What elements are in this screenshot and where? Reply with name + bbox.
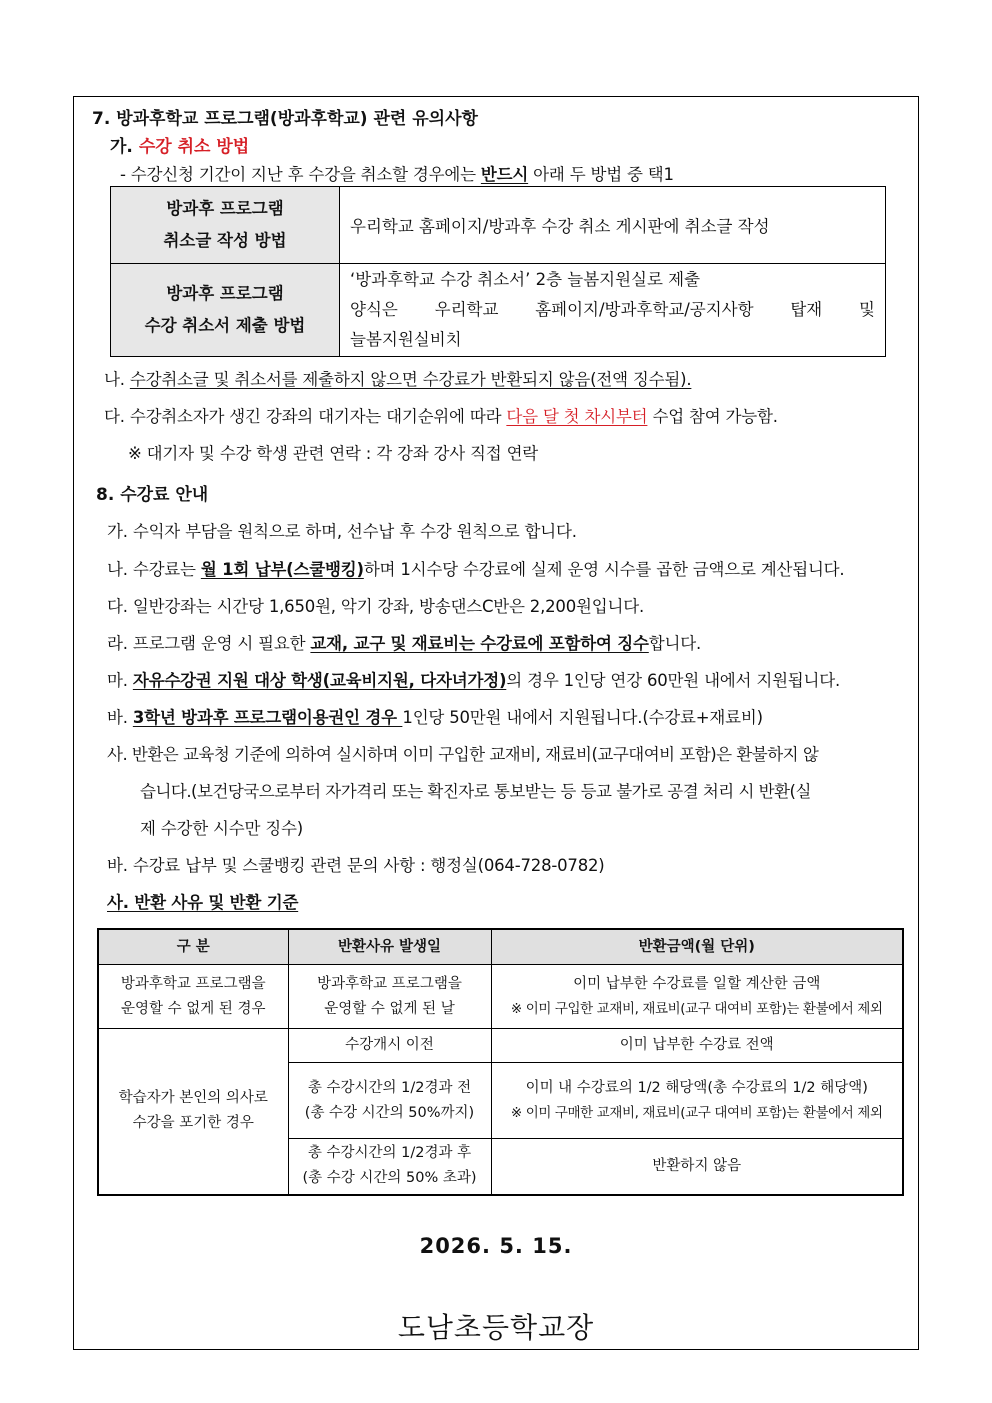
cancel-label-line: 방과후 프로그램 xyxy=(166,284,284,303)
cancel-table-value xyxy=(340,264,886,357)
cancel-value-line: 늘봄지원실비치 xyxy=(350,330,462,349)
cancel-value-line: 양식은 우리학교 홈페이지/방과후학교/공지사항 탑재 및 xyxy=(350,300,875,319)
refund-cell: 이미 납부한 수강료 전액 xyxy=(491,1029,903,1063)
fee-line: 바. 수강료 납부 및 스쿨뱅킹 관련 문의 사항 : 행정실(064-728-0782) xyxy=(107,856,605,875)
na-prefix: 나. xyxy=(104,370,130,389)
refund-cell xyxy=(288,965,491,1029)
refund-cell-line: (총 수강 시간의 50%까지) xyxy=(304,1104,475,1121)
refund-table xyxy=(97,928,904,1196)
fee-line: 습니다.(보건당국으로부터 자가격리 또는 확진자로 통보받는 등 등교 불가로 공결 처리 시 반환(실 xyxy=(140,782,811,801)
cancel-table-row xyxy=(111,264,886,357)
fee-line-a: 마. xyxy=(107,671,133,690)
refund-cell-line: (총 수강 시간의 50% 초과) xyxy=(302,1170,477,1187)
fee-line-a: 라. 프로그램 운영 시 필요한 xyxy=(107,634,311,653)
refund-cell-line: 이미 내 수강료의 1/2 해당액(총 수강료의 1/2 해당액) xyxy=(525,1079,868,1096)
refund-cell-line: 학습자가 본인의 의사로 xyxy=(118,1090,268,1107)
section-7-ga-line xyxy=(120,161,674,185)
fee-line-emphasis: 월 1회 납부(스쿨뱅킹) xyxy=(200,560,364,579)
refund-header-row xyxy=(98,929,903,965)
refund-cell-line: 이미 납부한 수강료를 일할 계산한 금액 xyxy=(573,975,821,992)
ga-line-text-b: 아래 두 방법 중 택1 xyxy=(528,165,674,184)
refund-cell xyxy=(288,1139,491,1195)
cancel-label-line: 취소글 작성 방법 xyxy=(163,231,287,250)
fee-line xyxy=(107,556,844,580)
fee-line-a: 바. xyxy=(107,708,133,727)
refund-cell-line: 방과후학교 프로그램을 xyxy=(317,975,462,992)
fee-line xyxy=(107,704,763,728)
document-date: 2026. 5. 15. xyxy=(419,1234,573,1258)
refund-criteria-title: 사. 반환 사유 및 반환 기준 xyxy=(107,893,299,912)
refund-row xyxy=(98,1029,903,1063)
fee-line-b: 의 경우 1인당 연강 60만원 내에서 지원됩니다. xyxy=(506,671,841,690)
refund-cell: 반환하지 않음 xyxy=(491,1139,903,1195)
fee-line: 제 수강한 시수만 징수) xyxy=(140,819,304,838)
refund-cell-line: 운영할 수 없게 된 경우 xyxy=(121,1000,266,1017)
section-7-na xyxy=(104,366,691,390)
cancel-label-line: 수강 취소서 제출 방법 xyxy=(144,316,306,335)
refund-cell-line: 수강을 포기한 경우 xyxy=(132,1115,254,1132)
principal-signature: 도남초등학교장 xyxy=(397,1311,595,1344)
refund-cell-line: 운영할 수 없게 된 날 xyxy=(324,1000,455,1017)
cancel-table-label xyxy=(111,264,340,357)
cancel-table-row xyxy=(111,187,886,264)
section-7-da xyxy=(104,403,778,427)
cancel-label-line: 방과후 프로그램 xyxy=(166,199,284,218)
cancel-value-line: ‘방과후학교 수강 취소서’ 2층 늘봄지원실로 제출 xyxy=(350,270,701,289)
fee-line-b: 합니다. xyxy=(648,634,702,653)
refund-header-cell: 구 분 xyxy=(98,929,288,965)
refund-cell: 수강개시 이전 xyxy=(288,1029,491,1063)
section-7-ga xyxy=(110,132,249,157)
refund-cell xyxy=(491,965,903,1029)
na-underlined: 수강취소글 및 취소서를 제출하지 않으면 수강료가 반환되지 않음(전액 징수됨). xyxy=(129,370,692,389)
cancel-method-table xyxy=(110,186,886,357)
section-7-note: ※ 대기자 및 수강 학생 관련 연락 : 각 강좌 강사 직접 연락 xyxy=(128,444,539,463)
fee-line xyxy=(107,630,701,654)
refund-cell xyxy=(98,1029,288,1195)
refund-row xyxy=(98,965,903,1029)
refund-cell xyxy=(288,1063,491,1139)
refund-cell-line: ※ 이미 구매한 교재비, 재료비(교구 대여비 포함)는 환불에서 제외 xyxy=(510,1104,883,1121)
refund-cell xyxy=(491,1063,903,1139)
fee-line-emphasis: 교재, 교구 및 재료비는 수강료에 포함하여 징수 xyxy=(310,634,649,653)
da-red-emphasis: 다음 달 첫 차시부터 xyxy=(506,407,648,426)
section-7-title: 7. 방과후학교 프로그램(방과후학교) 관련 유의사항 xyxy=(92,109,478,129)
refund-cell-line: ※ 이미 구입한 교재비, 재료비(교구 대여비 포함)는 환불에서 제외 xyxy=(510,1000,883,1017)
refund-cell-line: 총 수강시간의 1/2경과 후 xyxy=(307,1145,472,1162)
da-text-a: 다. 수강취소자가 생긴 강좌의 대기자는 대기순위에 따라 xyxy=(104,407,507,426)
cancel-table-value: 우리학교 홈페이지/방과후 수강 취소 게시판에 취소글 작성 xyxy=(340,187,886,264)
refund-cell xyxy=(98,965,288,1029)
refund-header-cell: 반환사유 발생일 xyxy=(288,929,491,965)
fee-line: 가. 수익자 부담을 원칙으로 하며, 선수납 후 수강 원칙으로 합니다. xyxy=(107,522,577,541)
refund-cell-line: 방과후학교 프로그램을 xyxy=(120,975,266,992)
section-8-title: 8. 수강료 안내 xyxy=(96,485,209,505)
ga-red-title: 수강 취소 방법 xyxy=(138,137,250,157)
ga-line-text-a: - 수강신청 기간이 지난 후 수강을 취소할 경우에는 xyxy=(120,165,481,184)
refund-cell-line: 총 수강시간의 1/2경과 전 xyxy=(307,1079,472,1096)
ga-prefix: 가. xyxy=(110,137,139,157)
fee-line-a: 나. 수강료는 xyxy=(107,560,201,579)
fee-line-emphasis: 3학년 방과후 프로그램이용권인 경우 xyxy=(132,708,403,727)
fee-line-emphasis: 자유수강권 지원 대상 학생(교육비지원, 다자녀가정) xyxy=(132,671,507,690)
refund-header-cell: 반환금액(월 단위) xyxy=(491,929,903,965)
fee-line xyxy=(107,667,840,691)
fee-line: 다. 일반강좌는 시간당 1,650원, 악기 강좌, 방송댄스C반은 2,200원입니다. xyxy=(107,597,645,616)
ga-line-emphasis: 반드시 xyxy=(480,165,529,184)
fee-line-b: 1인당 50만원 내에서 지원됩니다.(수강료+재료비) xyxy=(402,708,763,727)
fee-line: 사. 반환은 교육청 기준에 의하여 실시하며 이미 구입한 교재비, 재료비(교구대여비 포함)은 환불하지 않 xyxy=(107,745,819,764)
da-text-b: 수업 참여 가능함. xyxy=(647,407,778,426)
cancel-table-label xyxy=(111,187,340,264)
fee-line-b: 하며 1시수당 수강료에 실제 운영 시수를 곱한 금액으로 계산됩니다. xyxy=(363,560,845,579)
